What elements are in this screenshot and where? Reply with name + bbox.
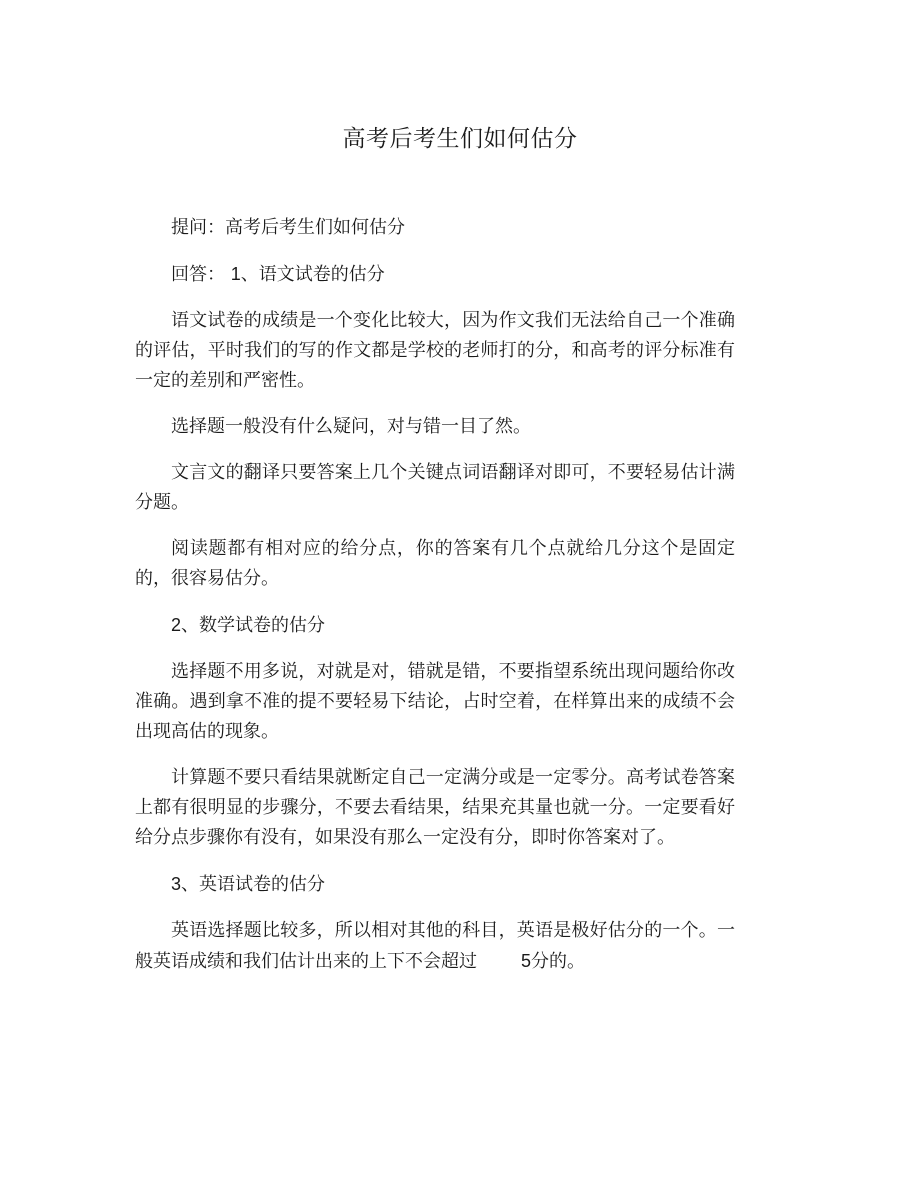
paragraph-english: [135, 916, 735, 977]
paragraph: 语文试卷的成绩是一个变化比较大，因为作文我们无法给自己一个准确的评估，平时我们的写的作文都是学校的老师打的分，和高考的评分标准有一定的差别和严密性。: [135, 310, 735, 391]
english-text-after: 分的。: [531, 951, 586, 972]
paragraph: 选择题不用多说，对就是对，错就是错，不要指望系统出现问题给你改准确。遇到拿不准的提不要轻易下结论，占时空着，在样算出来的成绩不会出现高估的现象。: [135, 661, 735, 742]
question-line: [135, 213, 735, 243]
english-score-number: 5: [521, 951, 532, 971]
answer-line: [135, 259, 735, 290]
section-1-heading: 、语文试卷的估分: [240, 264, 385, 285]
section-3-heading-line: [135, 869, 735, 900]
section-1-number: 1: [230, 264, 241, 284]
paragraph: 文言文的翻译只要答案上几个关键点词语翻译对即可，不要轻易估计满分题。: [135, 462, 735, 513]
paragraph: 计算题不要只看结果就断定自己一定满分或是一定零分。高考试卷答案上都有很明显的步骤分，不要去看结果，结果充其量也就一分。一定要看好给分点步骤你有没有，如果没有那么一定没有分，即时你答案对了。: [135, 767, 735, 848]
english-text-before: 英语选择题比较多，所以相对其他的科目，英语是极好估分的一个。一般英语成绩和我们估计出来的上下不会超过: [135, 920, 735, 972]
section-2-heading-line: [135, 610, 735, 641]
section-3-heading: 、英语试卷的估分: [181, 874, 326, 895]
question-prefix: 提问：: [171, 217, 225, 238]
section-2-number: 2: [171, 615, 182, 635]
document-body: [135, 213, 735, 993]
answer-prefix: 回答：: [171, 264, 225, 285]
section-2-heading: 、数学试卷的估分: [181, 615, 326, 636]
paragraph: 阅读题都有相对应的给分点，你的答案有几个点就给几分这个是固定的，很容易估分。: [135, 538, 735, 589]
question-text: 高考后考生们如何估分: [225, 217, 405, 238]
section-3-number: 3: [171, 874, 182, 894]
paragraph: 选择题一般没有什么疑问，对与错一目了然。: [171, 416, 531, 437]
document-title: 高考后考生们如何估分: [342, 126, 578, 152]
